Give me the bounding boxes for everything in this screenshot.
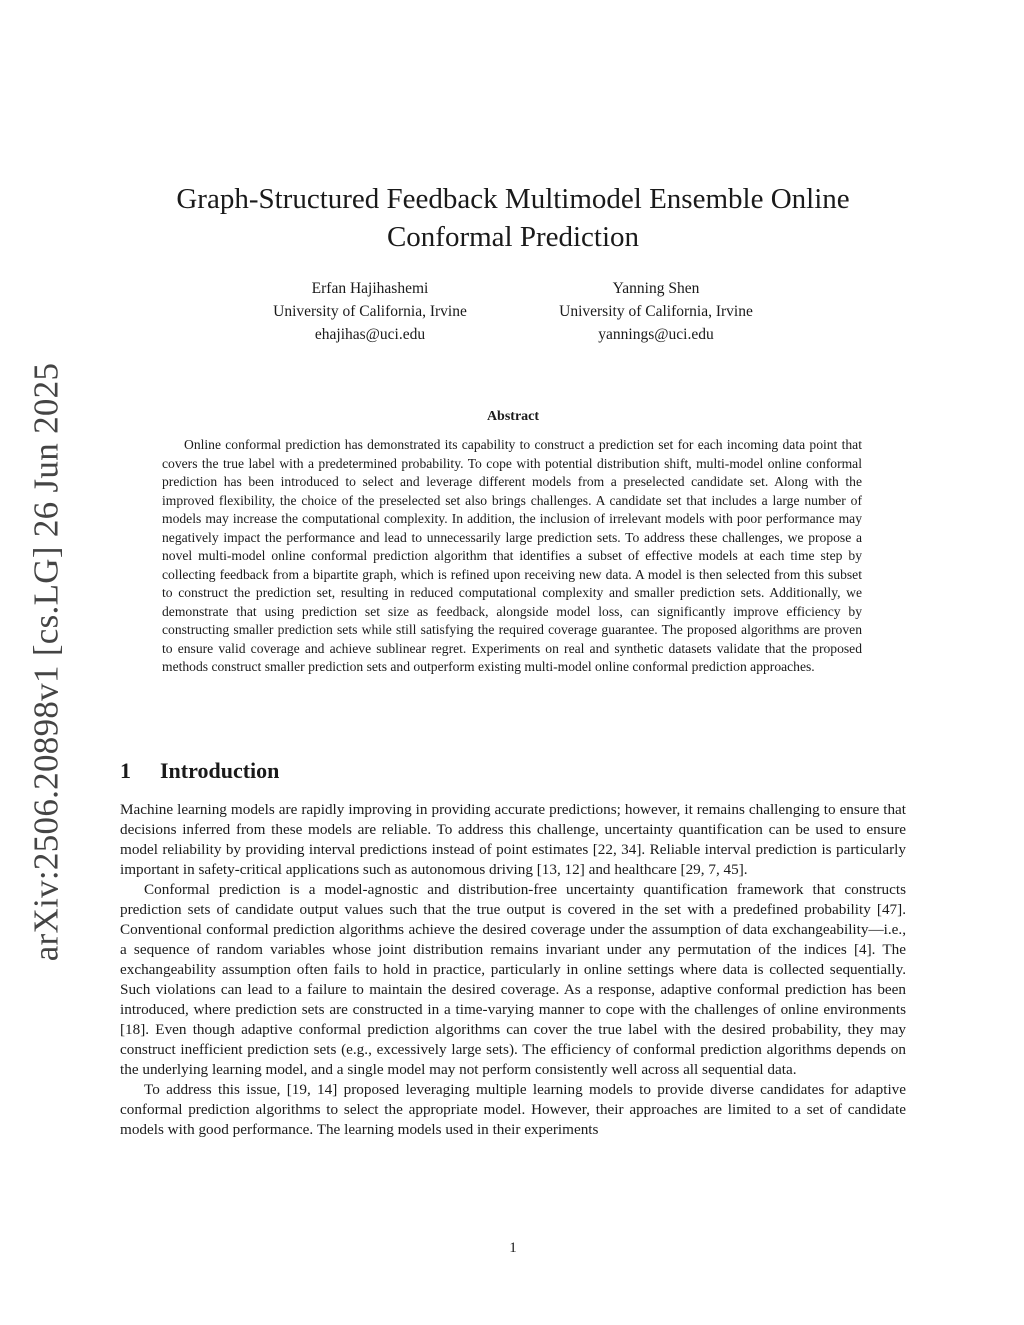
page-number: 1 <box>509 1240 517 1256</box>
author-email: ehajihas@uci.edu <box>314 326 426 343</box>
arxiv-identifier: arXiv:2506.20898v1 [cs.LG] 26 Jun 2025 <box>26 362 65 962</box>
author-name: Yanning Shen <box>612 280 700 297</box>
author-block <box>240 277 500 346</box>
section-number: 1 <box>120 758 131 783</box>
body-paragraph: To address this issue, [19, 14] proposed leveraging multiple learning models to provide diverse candidates for adaptive conformal prediction algorithms to select the appropriate model. However, their approaches are limited to a set of candidate models with good performance. The learning models used in their experiments <box>120 1081 906 1138</box>
author-name: Erfan Hajihashemi <box>311 280 429 297</box>
author-affiliation: University of California, Irvine <box>273 303 467 320</box>
arxiv-identifier-stamp <box>26 362 66 962</box>
body-paragraph: Machine learning models are rapidly improving in providing accurate predictions; however, it remains challenging to ensure that decisions inferred from these models are reliable. To address this challenge, uncertainty quantification can be used to ensure model reliability by providing interval predictions instead of point estimates [22, 34]. Reliable interval prediction is particularly important in safety-critical applications such as autonomous driving [13, 12] and healthcare [29, 7, 45]. <box>120 801 906 878</box>
abstract-text: Online conformal prediction has demonstrated its capability to construct a prediction set for each incoming data point that covers the true label with a predetermined probability. To cope with potential distribution shift, multi-model online conformal prediction has been introduced to select and leverage different models from a preselected candidate set. Along with the improved flexibility, the choice of the preselected set also brings challenges. A candidate set that includes a large number of models may increase the computational complexity. In addition, the inclusion of irrelevant models with poor performance may negatively impact the performance and lead to unnecessarily large prediction sets. To address these challenges, we propose a novel multi-model online conformal prediction algorithm that identifies a subset of effective models at each time step by collecting feedback from a bipartite graph, which is refined upon receiving new data. A model is then selected from this subset to construct the prediction set, resulting in reduced computational complexity and smaller prediction sets. Additionally, we demonstrate that using prediction set size as feedback, alongside model loss, can significantly improve efficiency by constructing smaller prediction sets while still satisfying the required coverage guarantee. The proposed algorithms are proven to ensure valid coverage and achieve sublinear regret. Experiments on real and synthetic datasets validate that the proposed methods construct smaller prediction sets and outperform existing multi-model online conformal prediction approaches. <box>162 437 862 674</box>
author-block <box>526 277 786 346</box>
author-email: yannings@uci.edu <box>598 326 714 343</box>
body-paragraph: Conformal prediction is a model-agnostic and distribution-free uncertainty quantification framework that constructs prediction sets of candidate output values such that the true output is covered in the set with a predefined probability [47]. Conventional conformal prediction algorithms achieve the desired coverage under the assumption of data exchangeability—i.e., a sequence of random variables whose joint distribution remains invariant under any permutation of the indices [4]. The exchangeability assumption often fails to hold in practice, particularly in online settings where data is collected sequentially. Such violations can lead to a failure to maintain the desired coverage. As a response, adaptive conformal prediction has been introduced, where prediction sets are constructed in a time-varying manner to cope with the challenges of online environments [18]. Even though adaptive conformal prediction algorithms can cover the true label with the desired probability, they may construct inefficient prediction sets (e.g., excessively large sets). The efficiency of conformal prediction algorithms depends on the underlying learning model, and a single model may not perform consistently well across all sequential data. <box>120 881 906 1078</box>
section-heading <box>120 758 906 784</box>
section-body <box>120 800 906 1140</box>
paper-title: Graph-Structured Feedback Multimodel Ensemble Online Conformal Prediction <box>176 183 850 253</box>
author-affiliation: University of California, Irvine <box>559 303 753 320</box>
abstract-heading: Abstract <box>486 409 540 424</box>
section-title: Introduction <box>160 758 280 783</box>
